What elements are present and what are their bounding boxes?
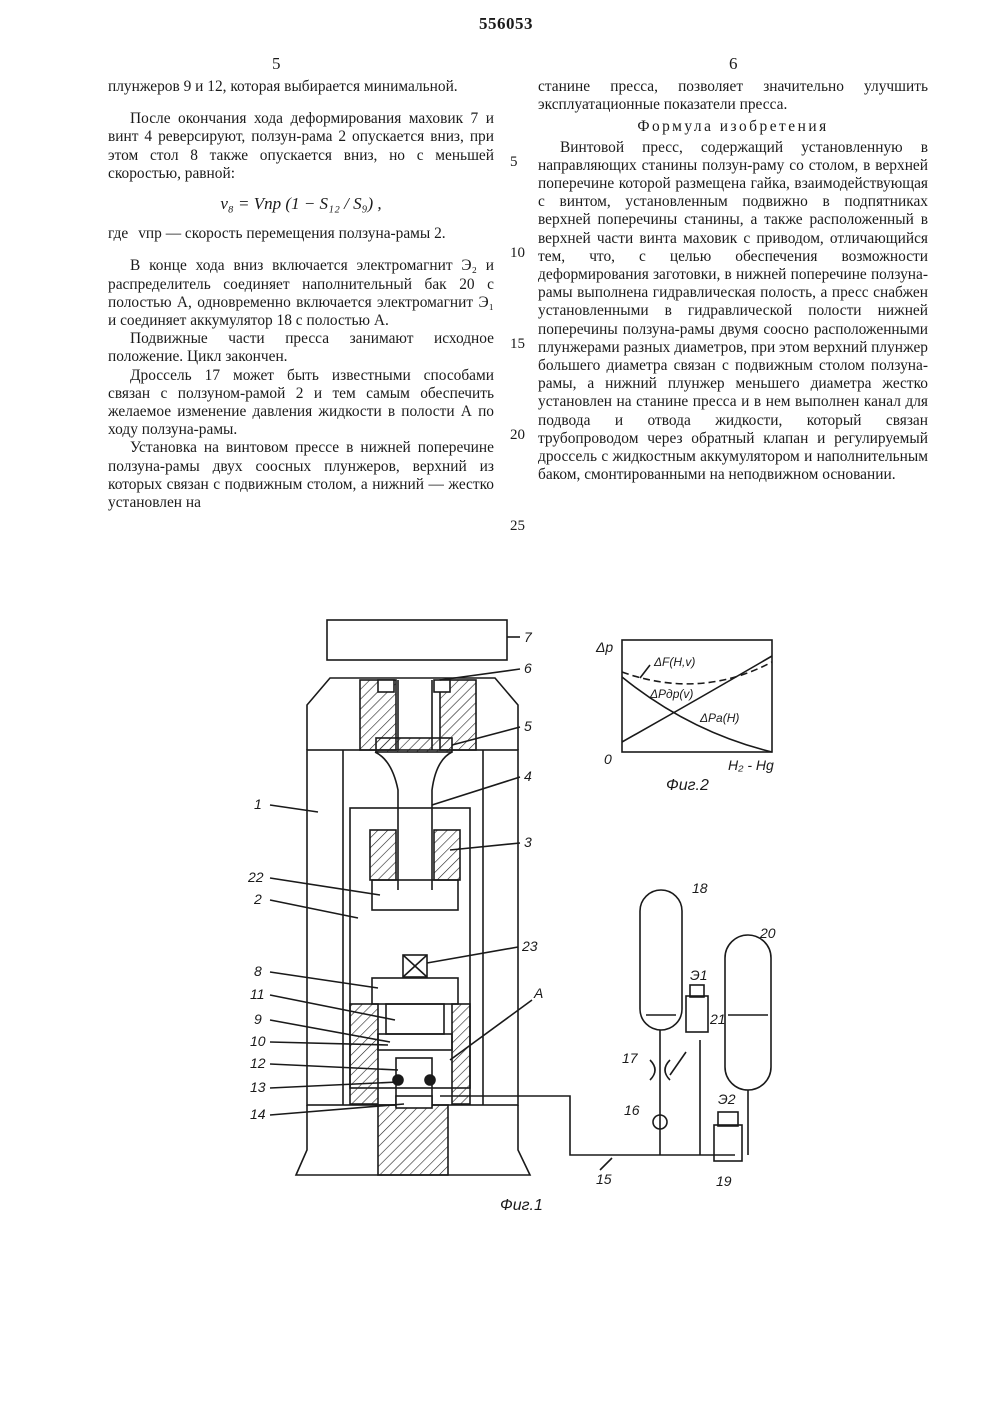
fig1-label-14: 14 <box>250 1106 266 1122</box>
fig1-label-23: 23 <box>522 938 538 954</box>
left-paragraph-4: Подвижные части пресса занимают исходное положение. Цикл закончен. <box>108 330 494 366</box>
fig1-caption: Фиг.1 <box>500 1197 543 1214</box>
fig1-label-7: 7 <box>524 629 532 645</box>
line-number-20: 20 <box>510 427 525 443</box>
claims-heading: Формула изобретения <box>637 118 829 136</box>
right-paragraph-1: станине пресса, позволяет значительно улучшить эксплуатационные показатели пресса. <box>538 78 928 114</box>
claim-text: Винтовой пресс, содержащий установленную в направляющих станины ползун-раму со столом, в верхней поперечине которой размещена гайка, взаимодействующая с винтом, установленным подвижно в подпятниках верхней поперечины станины, а также расположенный в верхней части винта маховик с приводом, отличающийся тем, что, с целью обеспечения возможности деформирования заготовки, в нижней поперечине ползуна-рамы выполнена гидравлическая полость, а пресс снабжен установленными в гидравлической полости нижней поперечины ползуна-рамы двумя соосно расположенными плунжерами разных диаметров, при этом верхний плунжер большего диаметра связан с подвижным столом ползуна-рамы, а нижний плунжер меньшего диаметра жестко установлен на станине пресса и в нем выполнен канал для подвода и отвода жидкости, который связан трубопроводом через обратный клапан и регулируемый дроссель с жидкостным аккумулятором и наполнительным баком, смонтированными на неподвижном основании. <box>538 138 928 484</box>
valve-e1 <box>686 996 708 1032</box>
fig1-label-18: 18 <box>692 880 708 896</box>
left-paragraph-6: Установка на винтовом прессе в нижней поперечине ползуна-рамы двух соосных плунжеров, верхний из которых связан с подвижным столом, а нижний — жестко установлен на <box>108 439 494 512</box>
fig2-origin: 0 <box>604 751 612 767</box>
fig1-label-5: 5 <box>524 718 532 734</box>
fig1-label-4: 4 <box>524 768 532 784</box>
right-column-number: 6 <box>729 54 738 73</box>
velocity-formula: v₈ = Vпр (1 − S₁₂ / S₉) , <box>220 194 382 214</box>
filling-tank <box>725 935 771 1090</box>
fig1-label-10: 10 <box>250 1033 266 1049</box>
fig1-label-19: 19 <box>716 1173 732 1189</box>
table <box>372 978 458 1004</box>
fig1-label-22: 22 <box>248 869 264 885</box>
fig2-graph <box>622 640 772 752</box>
fig1-label-17: 17 <box>622 1050 638 1066</box>
flywheel <box>327 620 507 660</box>
where-text: vпр — скорость перемещения ползуна-рамы 2. <box>138 225 446 243</box>
left-column-number: 5 <box>272 54 281 73</box>
patent-number: 556053 <box>479 14 533 33</box>
curve-dp-dr <box>622 656 772 742</box>
fig1-label-6: 6 <box>524 660 532 676</box>
left-paragraph-2: После окончания хода деформирования маховик 7 и винт 4 реверсируют, ползун-рама 2 опускается вниз, при этом стол 8 также опускается вниз, но с меньшей скоростью, равной: <box>108 110 494 182</box>
nut <box>370 830 396 880</box>
fig1-label-13: 13 <box>250 1079 266 1095</box>
left-paragraph-3: В конце хода вниз включается электромагнит Э₂ и распределитель соединяет наполнительный бак 20 с полостью А, одновременно включается электромагнит Э₁ и соединяет аккумулятор 18 с полостью А. <box>108 257 494 330</box>
where-label: где <box>108 225 129 243</box>
fig1-label-3: 3 <box>524 834 532 850</box>
curve-dp-a <box>622 677 772 752</box>
fig2-curve-f: ΔF(H,v) <box>654 655 696 669</box>
left-paragraph-1: плунжеров 9 и 12, которая выбирается минимальной. <box>108 78 458 95</box>
line-number-15: 15 <box>510 336 525 352</box>
fig1-label-E1: Э1 <box>690 967 708 983</box>
line-number-10: 10 <box>510 245 525 261</box>
fig2-caption: Фиг.2 <box>666 777 709 794</box>
fig2-curve-a: ΔPa(H) <box>700 711 740 725</box>
fig1-label-11: 11 <box>250 986 265 1002</box>
left-paragraph-5: Дроссель 17 может быть известными способами связан с ползуном-рамой 2 и тем самым обеспечить желаемое изменение давления жидкости в полости А по ходу ползуна-рамы. <box>108 366 494 439</box>
fig1-label-15: 15 <box>596 1171 612 1187</box>
upper-plunger <box>386 1004 444 1034</box>
fig2-x-axis: H₂ - Hg <box>728 757 774 773</box>
fig2-y-axis: Δp <box>596 639 614 655</box>
fig1-label-20: 20 <box>760 925 776 941</box>
screw-end-block <box>372 880 458 910</box>
fig1-label-12: 12 <box>250 1055 266 1071</box>
fig1-label-2: 2 <box>254 891 262 907</box>
fig1-label-16: 16 <box>624 1102 640 1118</box>
line-number-25: 25 <box>510 518 525 534</box>
fig1-label-E2: Э2 <box>718 1091 736 1107</box>
fig1-press-drawing <box>270 620 771 1175</box>
frame-body <box>307 750 518 1105</box>
fig1-label-9: 9 <box>254 1011 262 1027</box>
fig2-curve-dr: ΔPдр(v) <box>650 687 694 701</box>
fig1-label-21: 21 <box>710 1011 726 1027</box>
fig1-label-1: 1 <box>254 796 262 812</box>
accumulator <box>640 890 682 1030</box>
fig2-frame <box>622 640 772 752</box>
fig1-label-A: A <box>534 985 544 1001</box>
line-number-5: 5 <box>510 154 518 170</box>
fig1-label-8: 8 <box>254 963 262 979</box>
